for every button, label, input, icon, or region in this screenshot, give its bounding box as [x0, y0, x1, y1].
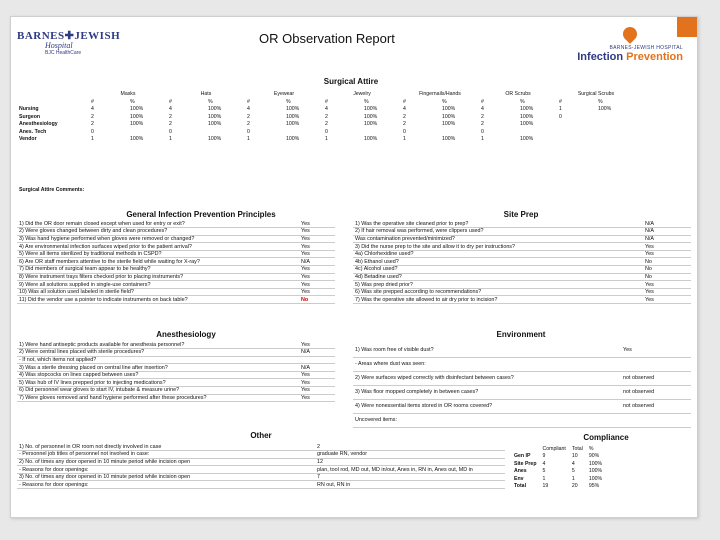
anes-row	[17, 394, 335, 402]
site-question: 4d) Betadine used?	[353, 273, 643, 281]
attire-cell: 0	[169, 128, 172, 135]
gip-row	[17, 281, 335, 289]
gip-question: 3) Was hand hygiene performed when gloves were removed or changed?	[17, 235, 299, 243]
other-answer: 12	[315, 458, 505, 466]
other-answer: plan, tool rod, MD out, MD in/out, Anes in, RN in, Anes out, MD in	[315, 466, 505, 474]
attire-sub-pct: %	[208, 98, 213, 105]
gip-answer: Yes	[299, 228, 335, 236]
ip-big	[573, 51, 683, 63]
anes-question: 5) Was hub of IV lines prepped prior to injecting medications?	[17, 379, 299, 387]
gip-row	[17, 258, 335, 266]
site-question: 7) Was the operative site allowed to air dry prior to incision?	[353, 296, 643, 304]
anes-answer: N/A	[299, 364, 335, 372]
gip-table	[17, 220, 335, 304]
attire-cell	[596, 121, 635, 129]
attire-cell: 100%	[130, 121, 144, 128]
attire-sub-pct: %	[364, 98, 369, 105]
attire-cell	[206, 128, 245, 136]
attire-table	[17, 89, 635, 143]
site-row	[353, 296, 691, 304]
anes-title: Anesthesiology	[156, 330, 216, 339]
compliance-cell: 20	[571, 483, 578, 490]
other-title: Other	[250, 431, 272, 440]
compliance-cell: 90%	[588, 453, 600, 460]
gip-row	[17, 273, 335, 281]
attire-cell: 1	[403, 136, 406, 143]
site-answer: N/A	[643, 235, 691, 243]
attire-cell: 100%	[130, 106, 144, 113]
attire-cell: 4	[325, 106, 328, 113]
attire-sub-pct: %	[286, 98, 291, 105]
compliance-row	[511, 453, 605, 461]
site-answer: No	[643, 273, 691, 281]
attire-cell: 100%	[520, 136, 534, 143]
attire-cell: 0	[403, 128, 406, 135]
attire-group-header: Masks	[120, 90, 136, 97]
compliance-cell: 10	[571, 453, 578, 460]
gip-question: 6) Are OR staff members attentive to the sterile field while waiting for X-ray?	[17, 258, 299, 266]
compliance-header	[511, 445, 540, 453]
attire-cell: 100%	[442, 106, 456, 113]
site-row	[353, 250, 691, 258]
compliance-row	[511, 483, 605, 491]
env-answer: not observed	[621, 399, 691, 413]
other-row	[17, 481, 505, 489]
attire-sub-count: #	[91, 98, 94, 105]
attire-cell	[128, 128, 167, 136]
attire-cell: 100%	[364, 106, 378, 113]
site-answer: Yes	[643, 281, 691, 289]
site-title: Site Prep	[503, 210, 539, 219]
anes-row	[17, 349, 335, 357]
attire-cell: 100%	[286, 121, 300, 128]
gip-row	[17, 228, 335, 236]
site-table	[353, 220, 691, 304]
gip-question: 1) Did the OR door remain closed except when used for entry or exit?	[17, 220, 299, 228]
attire-cell: 100%	[598, 106, 612, 113]
other-row	[17, 443, 505, 451]
ip-big-a: Infection	[577, 51, 627, 64]
attire-cell: 1	[325, 136, 328, 143]
attire-row-label: Nursing	[19, 106, 39, 113]
attire-cell: 2	[403, 113, 406, 120]
page-title: OR Observation Report	[259, 31, 395, 46]
gip-answer: Yes	[299, 273, 335, 281]
attire-cell: 0	[481, 128, 484, 135]
attire-cell: 4	[169, 106, 172, 113]
site-answer: Yes	[643, 250, 691, 258]
compliance-row	[511, 475, 605, 483]
attire-sub-pct: %	[130, 98, 135, 105]
compliance-label: Anes	[514, 468, 527, 475]
compliance-header: Compliant	[542, 445, 566, 452]
other-question: - Reasons for door openings:	[17, 466, 315, 474]
gip-question: 10) Was all solution used labeled in sterile field?	[17, 288, 299, 296]
site-row	[353, 266, 691, 274]
attire-cell	[596, 128, 635, 136]
attire-cell: 100%	[286, 106, 300, 113]
attire-cell: 100%	[286, 136, 300, 143]
attire-row-label: Anes. Tech	[19, 128, 47, 135]
site-question: 3) Did the nurse prep to the site and allow it to dry per instructions?	[353, 243, 643, 251]
attire-cell: 4	[247, 106, 250, 113]
compliance-cell: 1	[571, 475, 575, 482]
bj-name: BARNES✚JEWISH	[17, 30, 121, 42]
attire-cell: 2	[325, 113, 328, 120]
attire-sub-count: #	[169, 98, 172, 105]
attire-cell: 2	[169, 113, 172, 120]
gip-row	[17, 266, 335, 274]
env-row	[353, 385, 691, 399]
compliance-cell: 100%	[588, 460, 603, 467]
site-answer: Yes	[643, 296, 691, 304]
compliance-label: Total	[514, 483, 527, 490]
attire-group-header: Fingernails/Hands	[419, 90, 461, 97]
infection-prevention-logo	[573, 27, 683, 63]
gip-question: 7) Did members of surgical team appear to be healthy?	[17, 266, 299, 274]
site-question: 4b) Ethanol used?	[353, 258, 643, 266]
compliance-header: Total	[571, 445, 583, 452]
anes-question: 6) Did personnel wear gloves to start IV, intubate & measure urine?	[17, 387, 299, 395]
attire-row	[17, 106, 635, 114]
other-question: 2) No. of times any door opened in 10 minute period while incision open	[17, 458, 315, 466]
attire-cell	[557, 128, 596, 136]
site-row	[353, 235, 691, 243]
env-question: 2) Were surfaces wiped correctly with disinfectant between cases?	[353, 371, 621, 385]
env-answer: not observed	[621, 371, 691, 385]
attire-row	[17, 121, 635, 129]
compliance-row	[511, 460, 605, 468]
attire-cell: 2	[247, 113, 250, 120]
attire-cell: 2	[325, 121, 328, 128]
anes-row	[17, 379, 335, 387]
attire-cell: 100%	[208, 121, 222, 128]
attire-cell: 100%	[442, 113, 456, 120]
attire-cell: 0	[559, 113, 562, 120]
compliance-header: %	[588, 445, 594, 452]
attire-row	[17, 136, 635, 144]
other-question: - Personnel job titles of personnel not involved in case:	[17, 451, 315, 459]
compliance-cell: 4	[571, 460, 575, 467]
attire-group-header: Eyewear	[273, 90, 295, 97]
gip-answer: No	[299, 296, 335, 304]
site-answer: Yes	[643, 288, 691, 296]
barnes-jewish-logo	[17, 30, 121, 56]
compliance-cell: 100%	[588, 468, 603, 475]
attire-cell: 0	[91, 128, 94, 135]
attire-cell: 100%	[364, 113, 378, 120]
attire-cell: 100%	[208, 136, 222, 143]
attire-cell	[557, 136, 596, 144]
env-question: 4) Were nonessential items stored in OR rooms covered?	[353, 399, 621, 413]
attire-cell: 1	[481, 136, 484, 143]
env-question: 3) Was floor mopped completely in between cases?	[353, 385, 621, 399]
site-row	[353, 288, 691, 296]
attire-cell: 4	[91, 106, 94, 113]
site-row	[353, 220, 691, 228]
bj-hc: BJC HealthCare	[45, 50, 82, 56]
site-question: 4c) Alcohol used?	[353, 266, 643, 274]
compliance-cell: 4	[542, 460, 546, 467]
compliance-label: Env	[514, 475, 524, 482]
gip-answer: Yes	[299, 266, 335, 274]
attire-row-label: Vendor	[19, 136, 37, 143]
anes-answer: Yes	[299, 394, 335, 402]
attire-sub-count: #	[247, 98, 250, 105]
attire-cell: 100%	[130, 113, 144, 120]
attire-cell: 100%	[442, 136, 456, 143]
anes-question: 4) Was stopcocks on lines capped between uses?	[17, 371, 299, 379]
attire-cell: 100%	[520, 121, 534, 128]
ip-small: BARNES-JEWISH HOSPITAL	[609, 44, 683, 51]
attire-cell: 2	[91, 121, 94, 128]
anes-answer: Yes	[299, 371, 335, 379]
compliance-table	[511, 445, 605, 490]
gip-question: 11) Did the vendor use a pointer to indicate instruments on back table?	[17, 296, 299, 304]
attire-cell: 100%	[286, 113, 300, 120]
gip-row	[17, 296, 335, 304]
attire-sub-count: #	[325, 98, 328, 105]
attire-cell	[518, 128, 557, 136]
attire-group-header: Hats	[200, 90, 212, 97]
attire-cell: 100%	[130, 136, 144, 143]
attire-cell: 2	[481, 121, 484, 128]
flame-icon	[620, 24, 640, 44]
env-question: Uncovered items:	[353, 413, 621, 427]
other-row	[17, 466, 505, 474]
attire-row-label: Anesthesiology	[19, 121, 58, 128]
attire-cell: 2	[169, 121, 172, 128]
gip-answer: Yes	[299, 220, 335, 228]
compliance-cell: 19	[542, 483, 549, 490]
other-question: 3) No. of times any door opened in 10 minute period while incision open	[17, 473, 315, 481]
attire-cell: 100%	[520, 106, 534, 113]
gip-answer: Yes	[299, 235, 335, 243]
compliance-cell: 5	[571, 468, 575, 475]
attire-cell	[596, 113, 635, 121]
other-table	[17, 443, 505, 489]
attire-group-header: Surgical Scrubs	[577, 90, 615, 97]
site-answer: N/A	[643, 220, 691, 228]
env-row	[353, 357, 691, 371]
gip-question: 8) Were instrument trays filters checked prior to placing instruments?	[17, 273, 299, 281]
ip-big-b: Prevention	[626, 51, 683, 64]
attire-cell: 1	[247, 136, 250, 143]
attire-cell	[440, 128, 479, 136]
other-row	[17, 458, 505, 466]
env-answer: Yes	[621, 343, 691, 357]
anes-answer: Yes	[299, 379, 335, 387]
site-question: 5) Was prep dried prior?	[353, 281, 643, 289]
anes-answer	[299, 356, 335, 364]
env-row	[353, 343, 691, 357]
compliance-cell: 5	[542, 468, 546, 475]
attire-cell: 2	[91, 113, 94, 120]
attire-cell: 2	[481, 113, 484, 120]
compliance-cell: 95%	[588, 483, 600, 490]
site-row	[353, 281, 691, 289]
env-question: 1) Was room free of visible dust?	[353, 343, 621, 357]
gip-answer: Yes	[299, 243, 335, 251]
attire-cell: 100%	[520, 113, 534, 120]
compliance-label: Site Prep	[514, 460, 537, 467]
compliance-title: Compliance	[583, 433, 629, 442]
attire-cell: 4	[403, 106, 406, 113]
other-row	[17, 473, 505, 481]
attire-cell: 2	[403, 121, 406, 128]
anes-table	[17, 341, 335, 402]
attire-row-label: Surgeon	[19, 113, 41, 120]
site-question: Was contamination prevented/minimized?	[353, 235, 643, 243]
other-answer: RN out, RN in	[315, 481, 505, 489]
other-answer: 7	[315, 473, 505, 481]
gip-question: 4) Are environmental infection surfaces wiped prior to the patient arrival?	[17, 243, 299, 251]
attire-sub-count: #	[403, 98, 406, 105]
attire-cell: 0	[325, 128, 328, 135]
compliance-label: Gen IP	[514, 453, 531, 460]
report-page	[10, 16, 698, 518]
attire-cell: 1	[559, 106, 562, 113]
attire-cell: 100%	[364, 121, 378, 128]
attire-sub-pct: %	[442, 98, 447, 105]
gip-answer: Yes	[299, 281, 335, 289]
env-table	[353, 343, 691, 428]
attire-cell	[557, 121, 596, 129]
attire-cell: 1	[91, 136, 94, 143]
site-question: 6) Was site prepped according to recommendations?	[353, 288, 643, 296]
gip-answer: Yes	[299, 288, 335, 296]
other-question: 1) No. of personnel in OR room not directly involved in case	[17, 443, 315, 451]
gip-answer: N/A	[299, 258, 335, 266]
site-answer: No	[643, 266, 691, 274]
site-row	[353, 228, 691, 236]
attire-cell	[362, 128, 401, 136]
site-row	[353, 243, 691, 251]
attire-sub-count: #	[559, 98, 562, 105]
other-answer: 2	[315, 443, 505, 451]
attire-sub-pct: %	[598, 98, 603, 105]
attire-cell: 4	[481, 106, 484, 113]
site-question: 1) Was the operative site cleaned prior to prep?	[353, 220, 643, 228]
gip-row	[17, 288, 335, 296]
gip-question: 9) Were all solutions supplied in single-use containers?	[17, 281, 299, 289]
attire-row	[17, 128, 635, 136]
anes-answer: Yes	[299, 341, 335, 349]
attire-group-header: OR Scrubs	[505, 90, 531, 97]
env-answer	[621, 357, 691, 371]
gip-question: 2) Were gloves changed between dirty and clean procedures?	[17, 228, 299, 236]
bj-sub: Hospital	[45, 41, 73, 50]
anes-question: 7) Were gloves removed and hand hygiene performed after these procedures?	[17, 394, 299, 402]
attire-row	[17, 113, 635, 121]
attire-cell: 100%	[364, 136, 378, 143]
env-answer	[621, 413, 691, 427]
attire-cell	[596, 136, 635, 144]
env-answer: not observed	[621, 385, 691, 399]
other-row	[17, 451, 505, 459]
gip-row	[17, 243, 335, 251]
site-answer: N/A	[643, 228, 691, 236]
gip-question: 5) Were all items sterilized by traditional methods in CSPD?	[17, 250, 299, 258]
attire-cell: 2	[247, 121, 250, 128]
site-question: 4a) Chlorhexidine used?	[353, 250, 643, 258]
site-row	[353, 273, 691, 281]
site-answer: Yes	[643, 243, 691, 251]
anes-answer: N/A	[299, 349, 335, 357]
other-answer: graduate RN, vendor	[315, 451, 505, 459]
other-question: - Reasons for door openings:	[17, 481, 315, 489]
site-row	[353, 258, 691, 266]
anes-question: 1) Were hand antiseptic products available for anesthesia personnel?	[17, 341, 299, 349]
env-title: Environment	[496, 330, 546, 339]
env-row	[353, 371, 691, 385]
anes-question: - If not, which items not applied?	[17, 356, 299, 364]
env-row	[353, 399, 691, 413]
attire-cell: 100%	[208, 106, 222, 113]
site-answer: No	[643, 258, 691, 266]
env-question: - Areas where dust was seen:	[353, 357, 621, 371]
anes-row	[17, 356, 335, 364]
anes-row	[17, 364, 335, 372]
anes-answer: Yes	[299, 387, 335, 395]
gip-row	[17, 220, 335, 228]
gip-answer: Yes	[299, 250, 335, 258]
anes-row	[17, 341, 335, 349]
compliance-row	[511, 468, 605, 476]
compliance-cell: 100%	[588, 475, 603, 482]
attire-cell: 100%	[442, 121, 456, 128]
attire-sub-pct: %	[520, 98, 525, 105]
anes-question: 3) Was a sterile dressing placed on central line after insertion?	[17, 364, 299, 372]
gip-row	[17, 235, 335, 243]
compliance-header-row	[511, 445, 605, 453]
compliance-cell: 1	[542, 475, 546, 482]
anes-row	[17, 371, 335, 379]
site-question: 2) If hair removal was performed, were clippers used?	[353, 228, 643, 236]
attire-cell: 100%	[208, 113, 222, 120]
attire-comments: Surgical Attire Comments:	[19, 187, 85, 193]
attire-cell	[284, 128, 323, 136]
anes-row	[17, 387, 335, 395]
compliance-cell: 9	[542, 453, 546, 460]
env-row	[353, 413, 691, 427]
attire-title: Surgical Attire	[323, 77, 379, 86]
anes-question: 2) Were central lines placed with sterile procedures?	[17, 349, 299, 357]
attire-cell: 0	[247, 128, 250, 135]
gip-row	[17, 250, 335, 258]
attire-sub-count: #	[481, 98, 484, 105]
attire-cell: 1	[169, 136, 172, 143]
attire-group-header: Jewelry	[353, 90, 371, 97]
gip-title: General Infection Prevention Principles	[126, 210, 276, 219]
